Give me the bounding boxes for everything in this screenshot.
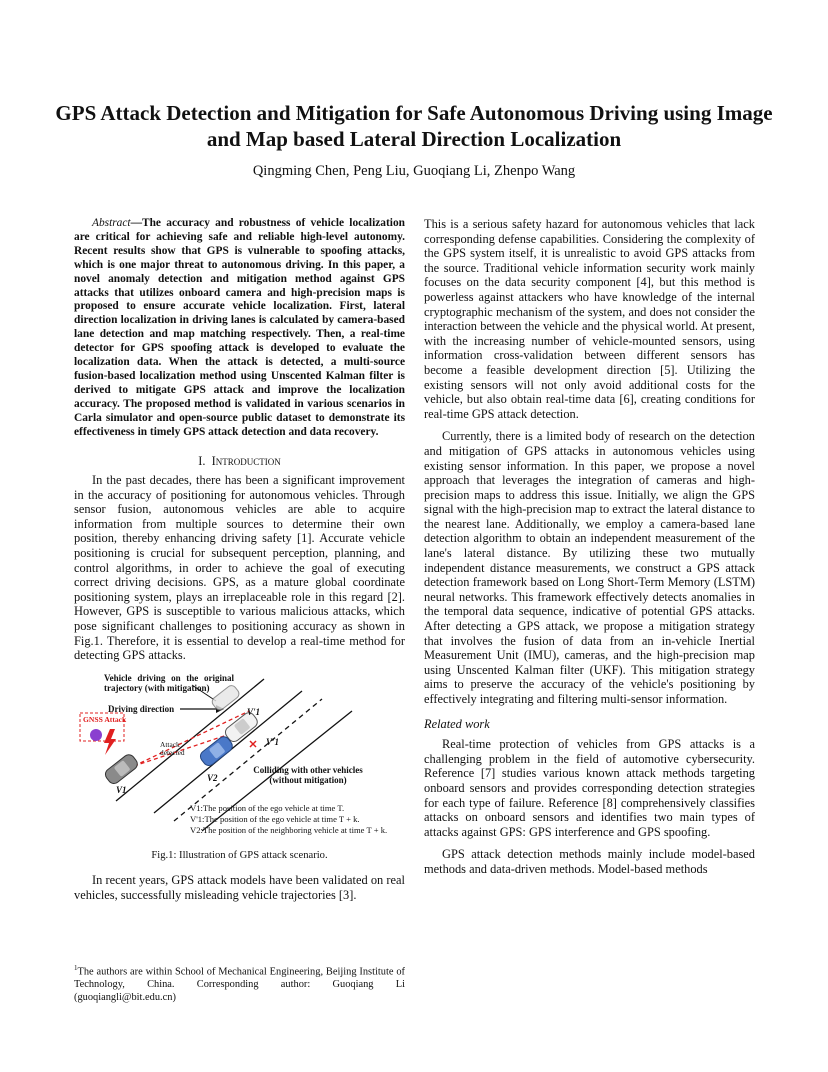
abstract (74, 217, 405, 440)
intro-paragraph-2: In recent years, GPS attack models have been validated on real vehicles, successfully misleading vehicle trajectories [3]. (74, 873, 405, 902)
label-v1-prime-top: V'1 (247, 706, 261, 717)
figure-gps-attack-scenario (74, 671, 405, 843)
section-title: Introduction (211, 453, 281, 468)
label-v1-prime: V'1 (266, 736, 280, 747)
right-paragraph-1: This is a serious safety hazard for autonomous vehicles that lack corresponding defense capabilities. Considering the complexity of the GPS system itself, it is unrealistic to avoid GPS attacks from the source. Traditional vehicle information security work mainly focuses on the data security component [4], but this method is powerless against attackers who have knowledge of the internal cryptographic mechanism of the system, and does not consider the interaction between the vehicle and the physical world. At present, with the increasing number of vehicle-mounted sensors, using information cross-validation between different sensors has become a feasible development direction [5]. Utilizing the existing sensors will not only avoid additional costs for the vehicle, but also obtain real-time data [6], creating conditions for real-time GPS attack detection. (424, 217, 755, 421)
right-column (424, 217, 755, 877)
footnote-mark: 1 (74, 964, 78, 972)
left-column (74, 217, 405, 903)
collision-marker (250, 741, 256, 747)
footnote (74, 962, 405, 1004)
section-number: I. (198, 453, 206, 468)
note-v1: V1:The position of the ego vehicle at time T. (190, 802, 345, 813)
right-paragraph-3: Real-time protection of vehicles from GPS attacks is a challenging problem in the field of automotive cybersecurity. Reference [7] studies various known attack methods targeting onboard sensors and provides corresponding detection strategies for each type of failure. Reference [8] comprehensively classifies attacks on onboard sensors and identifies two main types of attacks against GPS: GPS interference and GPS spoofing. (424, 737, 755, 839)
footnote-text: The authors are within School of Mechanical Engineering, Beijing Institute of Technology, China. Corresponding author: Guoqiang Li (guoqiangli@bit.edu.cn) (74, 966, 405, 1003)
ego-vehicle-v1 (103, 752, 140, 786)
label-gnss-attack: GNSS Attack (83, 714, 127, 724)
abstract-body: —The accuracy and robustness of vehicle localization are critical for achieving safe and reliable high-level autonomy. Recent results show that GPS is vulnerable to spoofing attacks, which is one major threat to autonomous driving. In this paper, a novel anomaly detection and mitigation method against GPS attacks that utilizes onboard camera and high-precision maps is proposed to ensure accurate vehicle localization. First, lateral direction localization in driving lanes is calculated by camera-based lane detection and map matching respectively. Then, a real-time detector for GPS spoofing attack is developed to evaluate the localization data. When the attack is detected, a multi-source fusion-based localization method using Unscented Kalman filter is derived to mitigate GPS attack and improve the localization accuracy. The proposed method is validated in various scenarios in Carla simulator and open-source public dataset to demonstrate its effectiveness in timely GPS attack detection and data recovery. (74, 217, 405, 438)
paper-title: GPS Attack Detection and Mitigation for Safe Autonomous Driving using Image and Map based Lateral Direction Localization (55, 101, 773, 151)
lightning-icon (104, 729, 116, 755)
note-v1-prime: V'1:The position of the ego vehicle at time T + k. (190, 813, 360, 824)
attacker-icon (90, 729, 102, 741)
subsection-related-work: Related work (424, 716, 490, 731)
figure-caption: Fig.1: Illustration of GPS attack scenario. (151, 849, 328, 861)
label-driving-direction: Driving direction (108, 703, 175, 714)
right-paragraph-2: Currently, there is a limited body of research on the detection and mitigation of GPS attacks in autonomous vehicles using existing sensor information. In this paper, we propose a novel approach that leverages the integration of cameras and high-precision maps to address this issue. Initially, we align the GPS signal with the high-precision map to extract the lateral distance to the nearest lane. Additionally, we employ a camera-based lane detection algorithm to obtain an independent measurement of the lane's lateral distance. By utilizing these two mutually independent distance measurements, we construct a GPS attack detection framework based on Long Short-Term Memory (LSTM) neural networks. This framework effectively detects anomalies in the temporal data sequence, indicative of potential GPS attacks. After detecting a GPS attack, we propose a mitigation strategy that involves the fusion of data from an in-vehicle Inertial Measurement Unit (IMU), cameras, and the high-precision map using Unscented Kalman filter (UKF). This mitigation strategy aims to preserve the accuracy of the vehicle's positioning by effectively integrating and filtering multi-sensor information. (424, 429, 755, 706)
section-heading-introduction (74, 454, 405, 469)
neighbor-vehicle-v2 (198, 734, 235, 768)
label-attack-detected: Attack detected (160, 739, 185, 757)
label-original-trajectory: Vehicle driving on the original trajectory (with mitigation) (104, 672, 234, 693)
note-v2: V2:The position of the neighboring vehicle at time T + k. (190, 824, 388, 835)
label-colliding: Colliding with other vehicles (without mitigation) (253, 764, 363, 785)
paper-authors: Qingming Chen, Peng Liu, Guoqiang Li, Zhenpo Wang (252, 163, 576, 179)
intro-paragraph-1: In the past decades, there has been a significant improvement in the accuracy of positioning for autonomous vehicles. Through sensor fusion, autonomous vehicles are able to acquire information from multiple sources to determine their own position, thereby enhancing driving safety [1]. Accurate vehicle positioning is crucial for subsequent perception, planning, and control algorithms, in order to achieve the goal of executing correct driving decisions. GPS, as a mature global coordinate positioning system, plays an irreplaceable role in this regard [2]. However, GPS is susceptible to various malicious attacks, which pose significant challenges to positioning accuracy as shown in Fig.1. Therefore, it is essential to develop a real-time method for detecting GPS attacks. (74, 473, 405, 663)
label-v1: V1 (116, 784, 127, 795)
label-v2: V2 (207, 772, 218, 783)
right-paragraph-4: GPS attack detection methods mainly include model-based methods and data-driven methods. Model-based methods (424, 847, 755, 876)
abstract-lead: Abstract (92, 217, 131, 229)
